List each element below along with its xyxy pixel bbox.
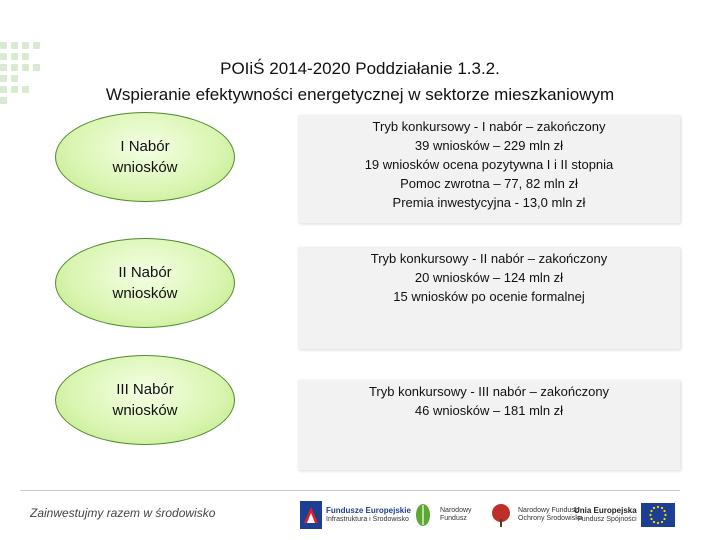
footer-slogan: Zainwestujmy razem w środowisko xyxy=(30,506,216,520)
round-2-detail: 20 wniosków – 124 mln zł xyxy=(414,270,564,285)
round-2-detail: 15 wniosków po ocenie formalnej xyxy=(393,289,585,304)
round-2-label-line1: II Nabór xyxy=(118,264,172,281)
footer-divider xyxy=(20,490,680,491)
round-1-oval xyxy=(55,112,235,202)
round-1-detail: Pomoc zwrotna – 77, 82 mln zł xyxy=(400,176,578,191)
round-1-detail: Premia inwestycyjna - 13,0 mln zł xyxy=(392,195,586,210)
round-1-label-line1: I Nabór xyxy=(120,138,170,155)
round-2-detail: Tryb konkursowy - II nabór – zakończony xyxy=(370,251,608,266)
title-line-2: Wspieranie efektywności energetycznej w sektorze mieszkaniowym xyxy=(105,85,615,104)
logo-1-sub: Infrastruktura i Środowisko xyxy=(326,515,409,523)
round-3-detail: Tryb konkursowy - III nabór – zakończony xyxy=(368,384,610,399)
round-1-detail: Tryb konkursowy - I nabór – zakończony xyxy=(372,119,606,134)
logo-3-name: Narodowy Fundusz xyxy=(518,507,579,514)
round-2-details xyxy=(298,247,680,349)
round-3-label-line2: wniosków xyxy=(112,402,178,419)
tree-icon xyxy=(488,502,514,528)
fundusze-europejskie-icon xyxy=(300,501,322,529)
eu-flag-icon xyxy=(641,503,675,527)
round-3-detail: 46 wniosków – 181 mln zł xyxy=(414,403,564,418)
logo-3-sub: Ochrony Środowiska xyxy=(518,515,583,522)
round-3-label-line1: III Nabór xyxy=(116,381,174,398)
round-1-label-line2: wniosków xyxy=(112,159,178,176)
logo-unia-europejska xyxy=(574,497,675,533)
round-2-oval xyxy=(55,238,235,328)
logo-narodowy-fundusz xyxy=(410,497,472,533)
round-1-details xyxy=(298,115,680,223)
logo-2-name: Narodowy xyxy=(440,507,472,514)
logo-2-sub: Fundusz xyxy=(440,515,467,522)
logo-1-name: Fundusze Europejskie xyxy=(326,505,411,515)
round-3-oval xyxy=(55,355,235,445)
logo-fundusze-europejskie xyxy=(300,497,411,533)
logo-nfosigw xyxy=(488,497,583,533)
leaf-icon xyxy=(410,502,436,528)
slide-title xyxy=(60,56,660,108)
decorative-dot-pattern xyxy=(0,40,60,120)
title-line-1: POIiŚ 2014-2020 Poddziałanie 1.3.2. xyxy=(220,59,500,78)
round-1-detail: 39 wniosków – 229 mln zł xyxy=(414,138,564,153)
logo-4-sub: Fundusz Spójności xyxy=(577,515,637,523)
round-2-label-line2: wniosków xyxy=(112,285,178,302)
round-3-details xyxy=(298,380,680,470)
logo-4-name: Unia Europejska xyxy=(574,505,637,515)
round-1-detail: 19 wniosków ocena pozytywna I i II stopnia xyxy=(364,157,614,172)
